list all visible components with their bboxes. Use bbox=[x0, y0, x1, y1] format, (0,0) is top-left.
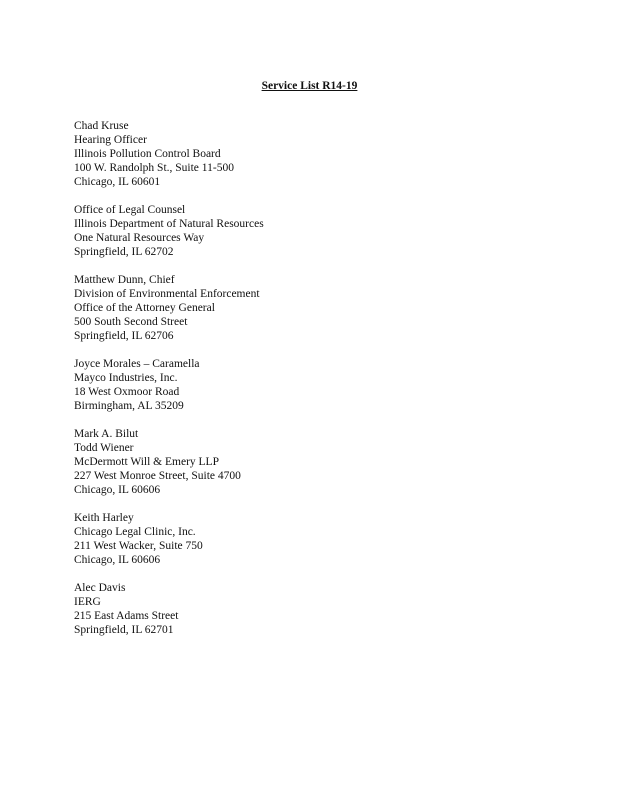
service-entry bbox=[74, 273, 554, 343]
entry-line: Mayco Industries, Inc. bbox=[74, 372, 178, 384]
entry-line: Birmingham, AL 35209 bbox=[74, 400, 184, 412]
entry-line: Springfield, IL 62702 bbox=[74, 246, 174, 258]
entry-line: Hearing Officer bbox=[74, 134, 147, 146]
entry-line: Office of the Attorney General bbox=[74, 302, 215, 314]
service-entry bbox=[74, 427, 554, 497]
entry-line: Chicago, IL 60606 bbox=[74, 484, 161, 496]
entry-line: Springfield, IL 62706 bbox=[74, 330, 174, 342]
entry-line: Todd Wiener bbox=[74, 442, 134, 454]
entry-line: 211 West Wacker, Suite 750 bbox=[74, 540, 203, 552]
entry-line: Springfield, IL 62701 bbox=[74, 624, 174, 636]
service-entry bbox=[74, 357, 554, 413]
entry-line: Chicago, IL 60601 bbox=[74, 176, 161, 188]
entry-line: Joyce Morales – Caramella bbox=[74, 358, 200, 370]
entry-line: Office of Legal Counsel bbox=[74, 204, 186, 216]
service-entry bbox=[74, 511, 554, 567]
service-list bbox=[74, 119, 554, 651]
entry-line: McDermott Will & Emery LLP bbox=[74, 456, 219, 468]
entry-line: Division of Environmental Enforcement bbox=[74, 288, 260, 300]
entry-line: Illinois Department of Natural Resources bbox=[74, 218, 264, 230]
entry-line: Matthew Dunn, Chief bbox=[74, 274, 175, 286]
entry-line: Alec Davis bbox=[74, 582, 126, 594]
entry-line: Keith Harley bbox=[74, 512, 134, 524]
entry-line: 227 West Monroe Street, Suite 4700 bbox=[74, 470, 241, 482]
entry-line: Mark A. Bilut bbox=[74, 428, 139, 440]
entry-line: IERG bbox=[74, 596, 101, 608]
entry-line: Chicago, IL 60606 bbox=[74, 554, 161, 566]
service-entry bbox=[74, 581, 554, 637]
entry-line: 100 W. Randolph St., Suite 11-500 bbox=[74, 162, 234, 174]
entry-line: Chad Kruse bbox=[74, 120, 129, 132]
entry-line: 18 West Oxmoor Road bbox=[74, 386, 180, 398]
entry-line: Chicago Legal Clinic, Inc. bbox=[74, 526, 196, 538]
entry-line: Illinois Pollution Control Board bbox=[74, 148, 221, 160]
service-entry bbox=[74, 203, 554, 259]
service-entry bbox=[74, 119, 554, 189]
document-title: Service List R14-19 bbox=[261, 80, 358, 92]
entry-line: 500 South Second Street bbox=[74, 316, 188, 328]
entry-line: One Natural Resources Way bbox=[74, 232, 205, 244]
entry-line: 215 East Adams Street bbox=[74, 610, 179, 622]
